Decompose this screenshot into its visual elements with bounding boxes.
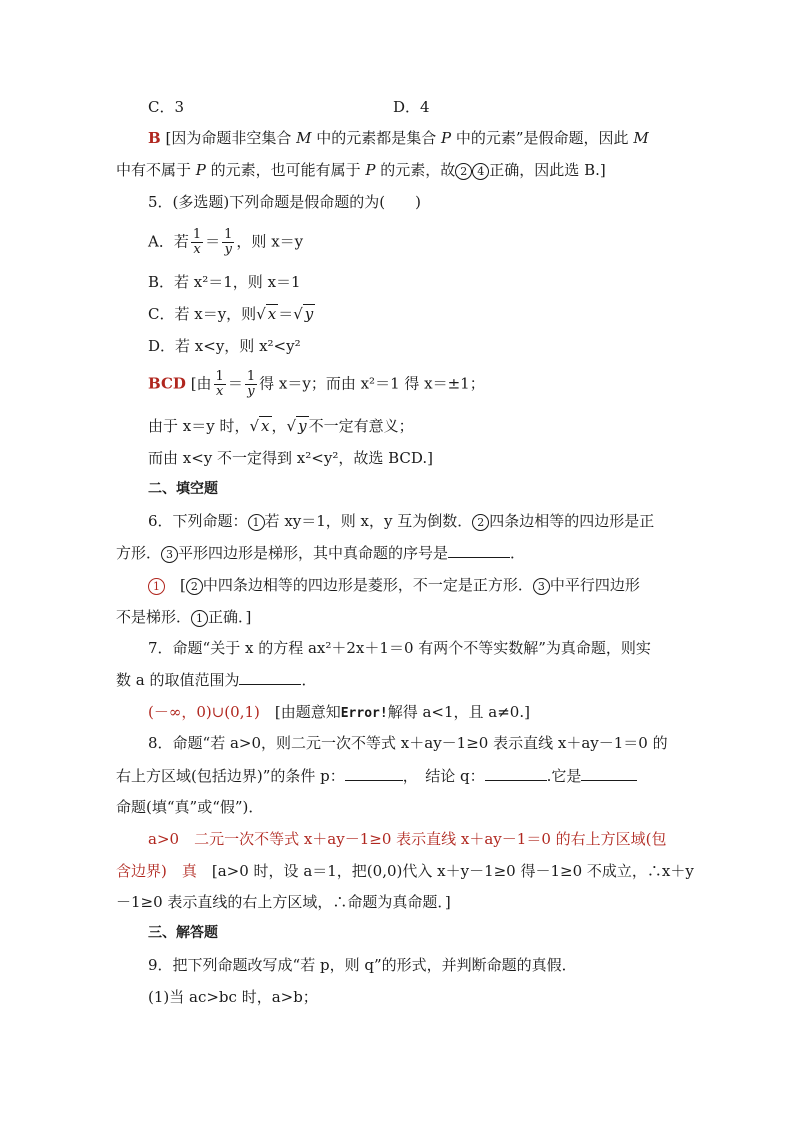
section-heading-solve: 三、解答题 [148,925,218,941]
circled-number: 4 [472,163,489,180]
q5-option-c: C．若 x＝y，则√ x ＝√ y [148,305,314,323]
q4-option-c: C．3 [148,98,185,116]
q7-answer: (－∞，0)∪(0,1) [由题意知Error!解得 a<1，且 a≠0.] [148,703,530,721]
circled-number: 1 [191,610,208,627]
answer-blank [239,670,301,685]
circled-number: 3 [161,546,178,563]
circled-number: 2 [472,514,489,531]
q7-line1: 7．命题“关于 x 的方程 ax²＋2x＋1＝0 有两个不等实数解”为真命题，则实 [148,639,651,657]
q6-line1: 6．下列命题： 1 若 xy＝1，则 x，y 互为倒数． 2 四条边相等的四边形是正 [148,512,655,530]
q7-line2: 数 a 的取值范围为 ． [116,671,317,689]
fraction: $\frac{1}{x}$ [215,369,224,399]
sqrt-expression: √ x [256,305,277,323]
fraction: $\frac{1}{x}$ [192,227,202,257]
q5-option-b: B．若 x²＝1，则 x＝1 [148,273,301,291]
sqrt-expression: √ x [249,417,270,435]
q8-line1: 8．命题“若 a>0，则二元一次不等式 x＋ay－1≥0 表示直线 x＋ay－1＝0 的 [148,734,668,752]
q5-stem: 5．(多选题)下列命题是假命题的为( ) [148,193,421,211]
q4-option-d: D．4 [393,98,430,116]
q5-answer-line2: 由于 x＝y 时，√ x ，√ y 不一定有意义； [148,417,414,435]
answer-blank [581,766,637,781]
q9-sub1: (1)当 ac>bc 时，a>b； [148,988,318,1006]
answer-blank [448,543,510,558]
section-heading-fill-blank: 二、填空题 [148,481,218,497]
answer-blank [345,766,403,781]
q6-answer-line2: 不是梯形． 1 正确．] [116,608,252,626]
q5-answer-line1: BCD [由 $\frac{1}{x}$ ＝ $\frac{1}{y}$ 得 x＝y；而由 x²＝1 得 x＝±1； [148,369,485,399]
q8-answer-line1: a>0 二元一次不等式 x＋ay－1≥0 表示直线 x＋ay－1＝0 的右上方区域(包 [148,830,667,848]
q6-line2: 方形． 3 平形四边形是梯形，其中真命题的序号是 ． [116,544,526,562]
q6-answer-line1: 1 [ 2 中四条边相等的四边形是菱形，不一定是正方形． 3 中平行四边形 [148,574,640,596]
q8-line2: 右上方区域(包括边界)”的条件 p： ， 结论 q： .它是 [116,765,637,787]
fraction: $\frac{1}{y}$ [224,227,233,257]
circled-number: 1 [148,578,165,595]
q8-line3: 命题(填“真”或“假”)． [116,798,264,816]
circled-number: 1 [248,514,265,531]
q8-answer-line3: －1≥0 表示直线的右上方区域，∴命题为真命题．] [116,893,451,911]
sqrt-expression: √ y [286,417,307,435]
q8-answer-line2: 含边界) 真 [a>0 时，设 a＝1，把(0,0)代入 x＋y－1≥0 得－1≥0 不成立，∴x＋y [116,862,694,880]
answer-blank [485,766,547,781]
sqrt-expression: √ y [293,305,314,323]
q5-option-a: A．若 $\frac{1}{x}$ ＝ $\frac{1}{y}$ ，则 x＝y [148,227,304,257]
q5-option-d: D．若 x<y，则 x²<y² [148,337,301,355]
q9-stem: 9．把下列命题改写成“若 p，则 q”的形式，并判断命题的真假． [148,956,577,974]
q5-answer-letter: BCD [148,374,186,393]
q4-answer-line2: 中有不属于 P 的元素，也可能有属于 P 的元素，故 2 4 正确，因此选 B.] [116,161,606,179]
q4-answer-line1: B [因为命题非空集合 M 中的元素都是集合 P 中的元素”是假命题，因此 M [148,129,649,147]
circled-number: 2 [455,163,472,180]
q4-answer-letter: B [148,129,161,147]
fraction: $\frac{1}{y}$ [246,369,256,399]
circled-number: 3 [533,578,550,595]
q5-answer-line3: 而由 x<y 不一定得到 x²<y²，故选 BCD.] [148,449,433,467]
circled-number: 2 [186,578,203,595]
